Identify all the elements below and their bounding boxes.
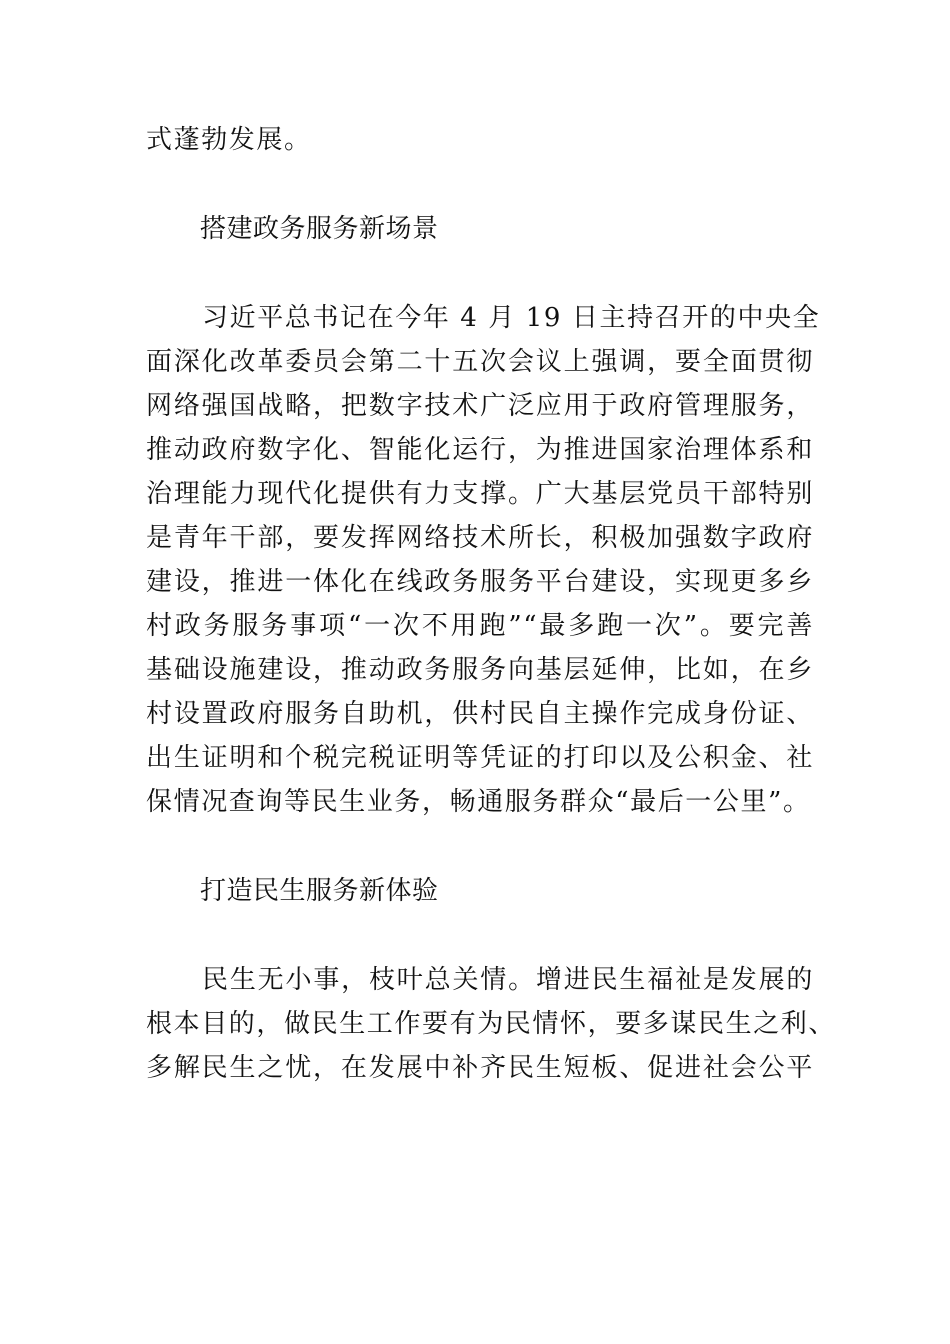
- paragraph-line: 多解民生之忧，在发展中补齐民生短板、促进社会公平: [146, 1053, 814, 1083]
- paragraph-line: 村政务服务事项“一次不用跑”“最多跑一次”。要完善: [146, 611, 814, 641]
- paragraph-line: 根本目的，做民生工作要有为民情怀，要多谋民生之利、: [146, 1009, 837, 1039]
- paragraph-line: 保情况查询等民生业务，畅通服务群众“最后一公里”。: [146, 787, 811, 817]
- paragraph-line: 民生无小事，枝叶总关情。增进民生福祉是发展的: [202, 965, 814, 995]
- paragraph-line: 基础设施建设，推动政务服务向基层延伸，比如，在乡: [146, 655, 814, 685]
- paragraph-line: 是青年干部，要发挥网络技术所长，积极加强数字政府: [146, 523, 814, 553]
- paragraph-line: 习近平总书记在今年 4 月 19 日主持召开的中央全: [202, 303, 821, 333]
- paragraph-line: 推动政府数字化、智能化运行，为推进国家治理体系和: [146, 435, 814, 465]
- paragraph-line: 网络强国战略，把数字技术广泛应用于政府管理服务，: [146, 391, 814, 421]
- paragraph-line: 建设，推进一体化在线政务服务平台建设，实现更多乡: [146, 567, 814, 597]
- paragraph-line: 村设置政府服务自助机，供村民自主操作完成身份证、: [146, 699, 814, 729]
- section-heading-gov-services: 搭建政务服务新场景: [200, 214, 439, 244]
- intro-line: 式蓬勃发展。: [146, 125, 312, 155]
- paragraph-line: 治理能力现代化提供有力支撑。广大基层党员干部特别: [146, 479, 814, 509]
- paragraph-line: 出生证明和个税完税证明等凭证的打印以及公积金、社: [146, 743, 814, 773]
- section-heading-livelihood-services: 打造民生服务新体验: [200, 876, 439, 906]
- paragraph-line: 面深化改革委员会第二十五次会议上强调，要全面贯彻: [146, 347, 814, 377]
